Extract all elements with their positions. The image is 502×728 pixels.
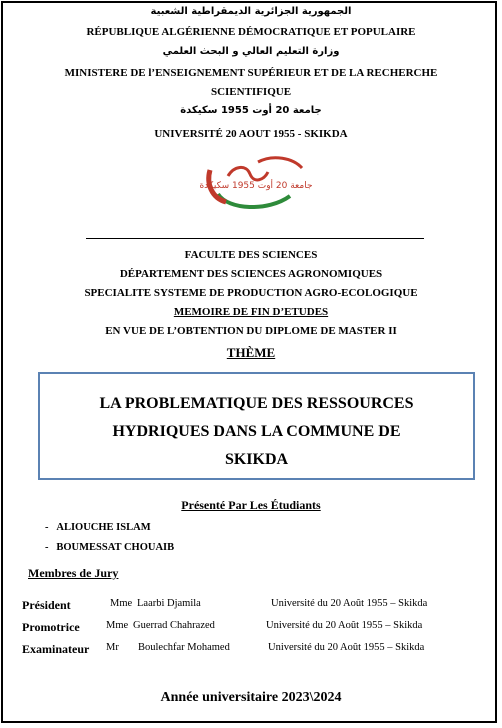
theme-label: THÈME xyxy=(226,345,276,360)
jury-title: Mme xyxy=(106,620,129,631)
divider xyxy=(86,238,424,239)
ministry-line2: SCIENTIFIQUE xyxy=(210,86,292,98)
theme-line3: SKIKDA xyxy=(224,451,289,468)
jury-name: Boulechfar Mohamed xyxy=(138,642,230,653)
faculty-name: FACULTE DES SCIENCES xyxy=(184,249,318,261)
jury-title: Mr xyxy=(106,642,119,653)
jury-heading: Membres de Jury xyxy=(28,566,119,580)
student-item: - ALIOUCHE ISLAM xyxy=(45,522,151,533)
logo-text: جامعة 20 أوت 1955 سكيكدة xyxy=(199,181,313,191)
theme-line1: LA PROBLEMATIQUE DES RESSOURCES xyxy=(99,395,414,412)
student-item: - BOUMESSAT CHOUAIB xyxy=(45,542,175,553)
arabic-university: جامعة 20 أوت 1955 سكيكدة xyxy=(180,105,322,116)
republic-title: RÉPUBLIQUE ALGÉRIENNE DÉMOCRATIQUE ET POPULAIRE xyxy=(86,26,416,38)
university-logo xyxy=(198,150,313,212)
jury-institution: Université du 20 Août 1955 – Skikda xyxy=(266,620,423,631)
jury-name: Guerrad Chahrazed xyxy=(133,620,215,631)
jury-role: Promotrice xyxy=(22,620,80,634)
academic-year: Année universitaire 2023\2024 xyxy=(160,690,342,705)
jury-institution: Université du 20 Août 1955 – Skikda xyxy=(268,642,425,653)
theme-line2: HYDRIQUES DANS LA COMMUNE DE xyxy=(112,423,401,440)
jury-title: Mme xyxy=(110,598,133,609)
arabic-ministry: وزارة التعليم العالي و البحث العلمي xyxy=(162,46,340,57)
speciality-name: SPECIALITE SYSTEME DE PRODUCTION AGRO-ECOLOGIQUE xyxy=(84,287,418,299)
ministry-line1: MINISTERE DE l’ENSEIGNEMENT SUPÉRIEUR ET DE LA RECHERCHE xyxy=(64,67,438,79)
jury-name: Laarbi Djamila xyxy=(137,598,201,609)
jury-institution: Université du 20 Août 1955 – Skikda xyxy=(271,598,428,609)
university-title: UNIVERSITÉ 20 AOUT 1955 - SKIKDA xyxy=(154,128,348,140)
theme-title xyxy=(38,390,475,474)
department-name: DÉPARTEMENT DES SCIENCES AGRONOMIQUES xyxy=(119,268,383,280)
jury-role: Examinateur xyxy=(22,642,90,656)
jury-role: Président xyxy=(22,598,71,612)
memoire-title: MEMOIRE DE FIN D’ETUDES xyxy=(173,306,329,318)
arabic-republic: الجمهورية الجزائرية الديمقراطية الشعبية xyxy=(150,6,352,17)
diploma-line: EN VUE DE L’OBTENTION DU DIPLOME DE MASTER II xyxy=(105,325,397,337)
students-heading: Présenté Par Les Étudiants xyxy=(181,498,321,512)
